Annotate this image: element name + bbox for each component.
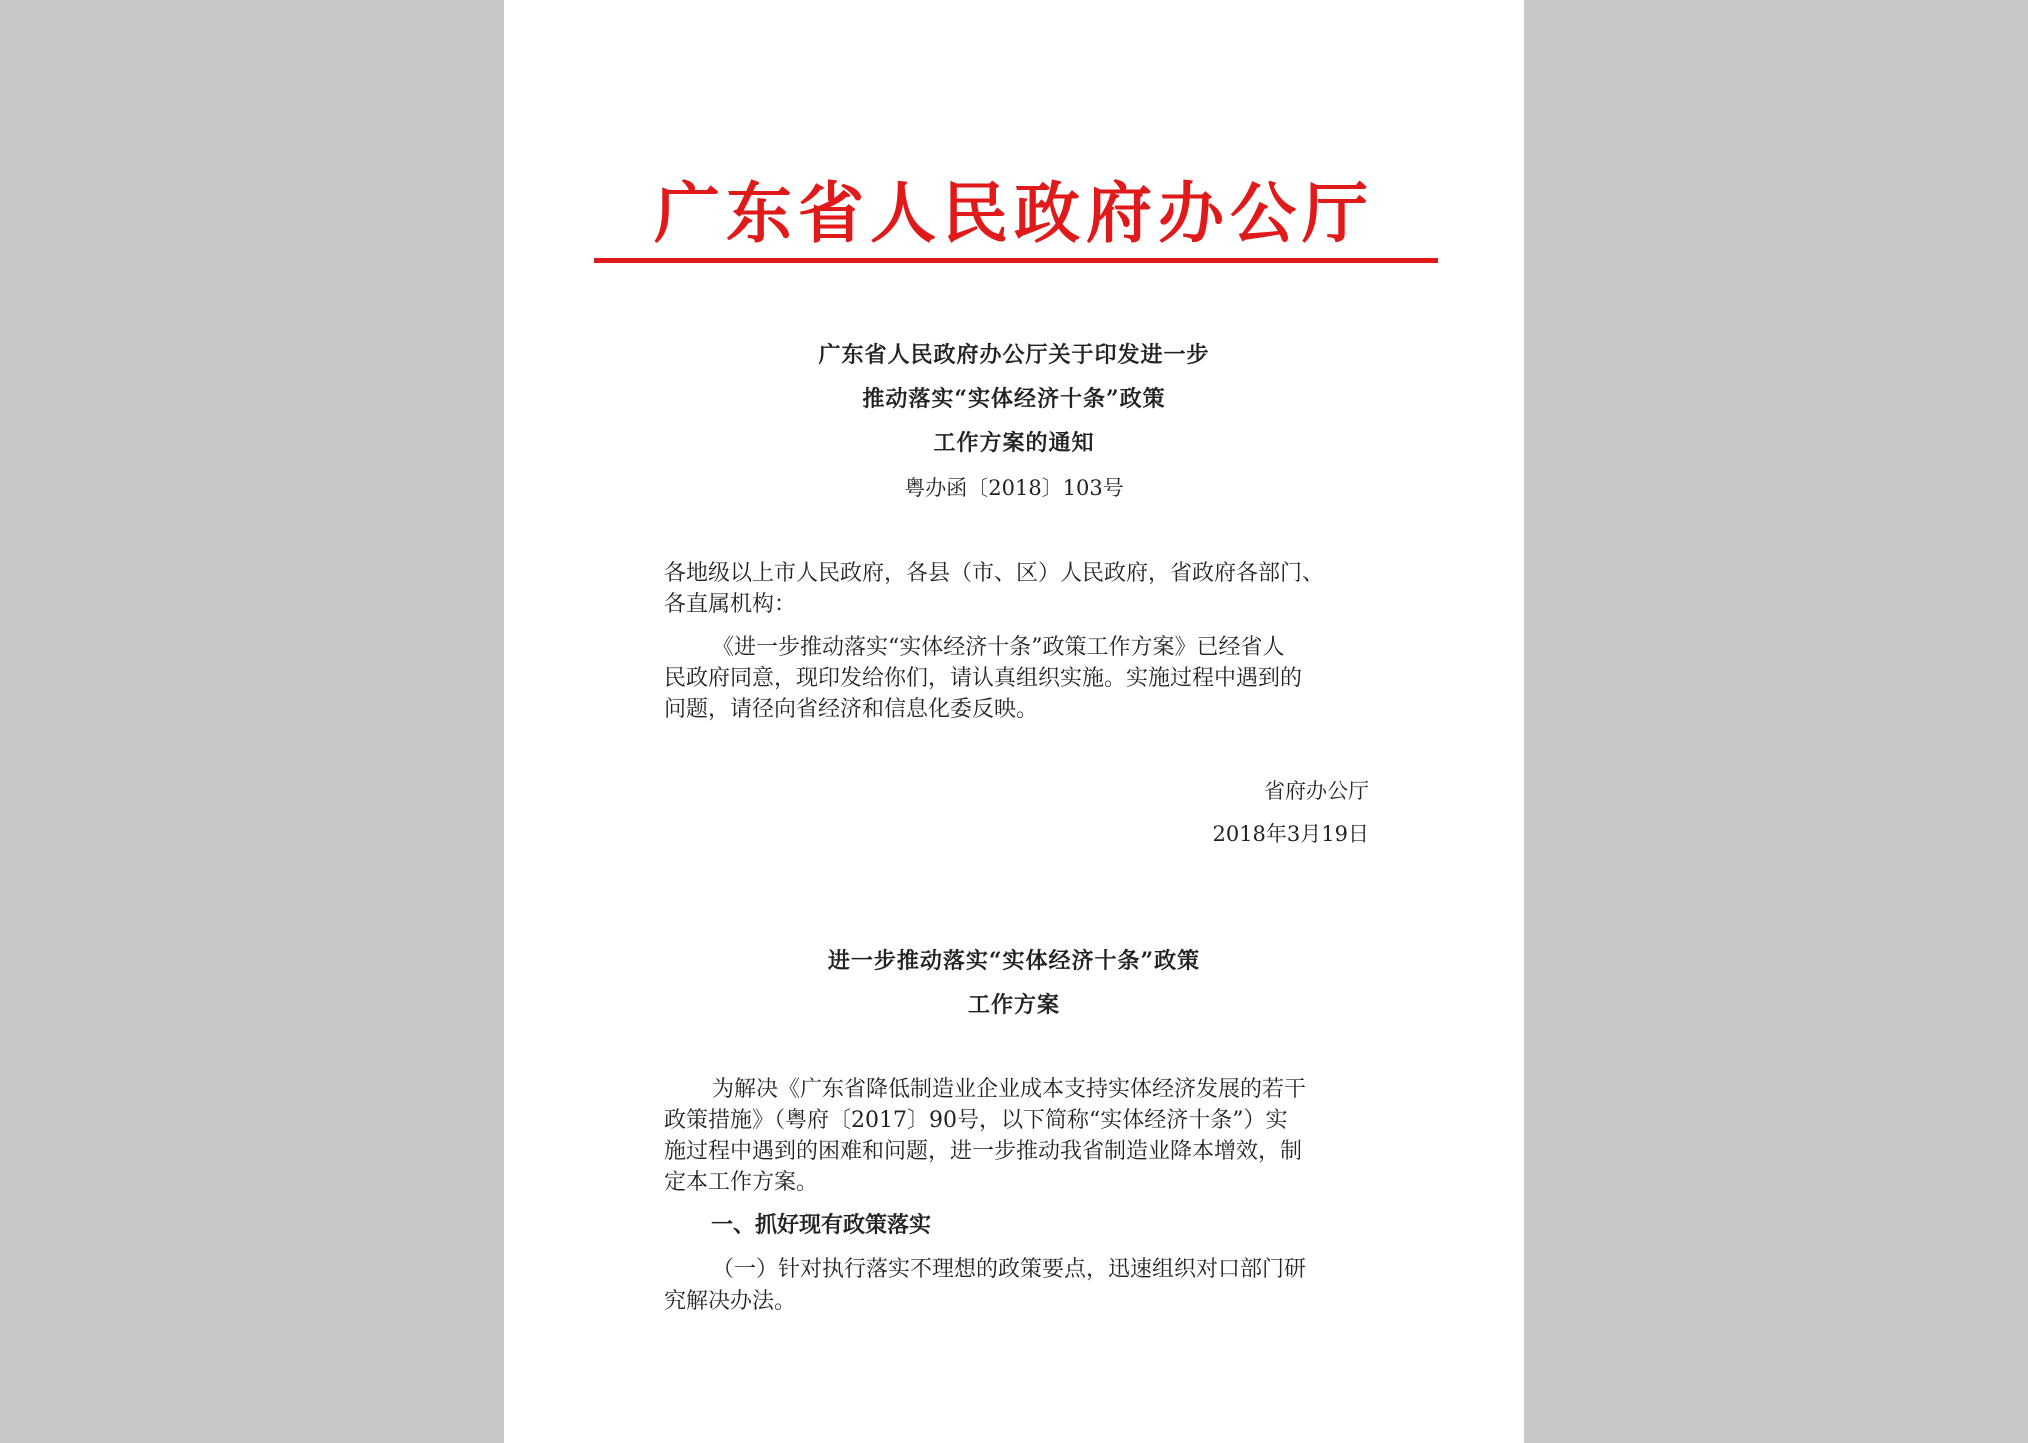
plan-title-line-2: 工作方案 — [967, 992, 1060, 1018]
notice-body-line-3: 问题，请径向省经济和信息化委反映。 — [664, 697, 1039, 722]
addressee-line-2: 各直属机构： — [664, 592, 797, 617]
signing-date: 2018年3月19日 — [1212, 822, 1369, 846]
notice-title-line-1: 广东省人民政府办公厅关于印发进一步 — [818, 342, 1210, 368]
signer: 省府办公厅 — [1264, 779, 1369, 803]
plan-intro-line-3: 施过程中遇到的困难和问题，进一步推动我省制造业降本增效，制 — [664, 1139, 1303, 1164]
plan-intro-line-2: 政策措施》（粤府〔2017〕90号，以下简称“实体经济十条”）实 — [664, 1108, 1288, 1133]
item-1-line-1: （一）针对执行落实不理想的政策要点，迅速组织对口部门研 — [712, 1257, 1307, 1282]
red-divider-line — [594, 258, 1438, 263]
plan-intro-line-4: 定本工作方案。 — [664, 1170, 819, 1195]
notice-title-line-3: 工作方案的通知 — [933, 430, 1095, 456]
letterhead: 广东省人民政府办公厅 — [654, 175, 1374, 252]
section-heading-1: 一、抓好现有政策落实 — [711, 1212, 932, 1238]
notice-title-line-2: 推动落实“实体经济十条”政策 — [862, 386, 1166, 412]
plan-intro-line-1: 为解决《广东省降低制造业企业成本支持实体经济发展的若干 — [712, 1077, 1307, 1102]
item-1-line-2: 究解决办法。 — [664, 1289, 797, 1314]
document-number: 粤办函〔2018〕103号 — [904, 476, 1124, 500]
notice-body-line-1: 《进一步推动落实“实体经济十条”政策工作方案》已经省人 — [712, 635, 1285, 660]
plan-title-line-1: 进一步推动落实“实体经济十条”政策 — [827, 948, 1201, 974]
document-page — [504, 0, 1524, 1443]
notice-body-line-2: 民政府同意，现印发给你们，请认真组织实施。实施过程中遇到的 — [664, 666, 1303, 691]
addressee-line-1: 各地级以上市人民政府，各县（市、区）人民政府，省政府各部门、 — [664, 561, 1325, 586]
